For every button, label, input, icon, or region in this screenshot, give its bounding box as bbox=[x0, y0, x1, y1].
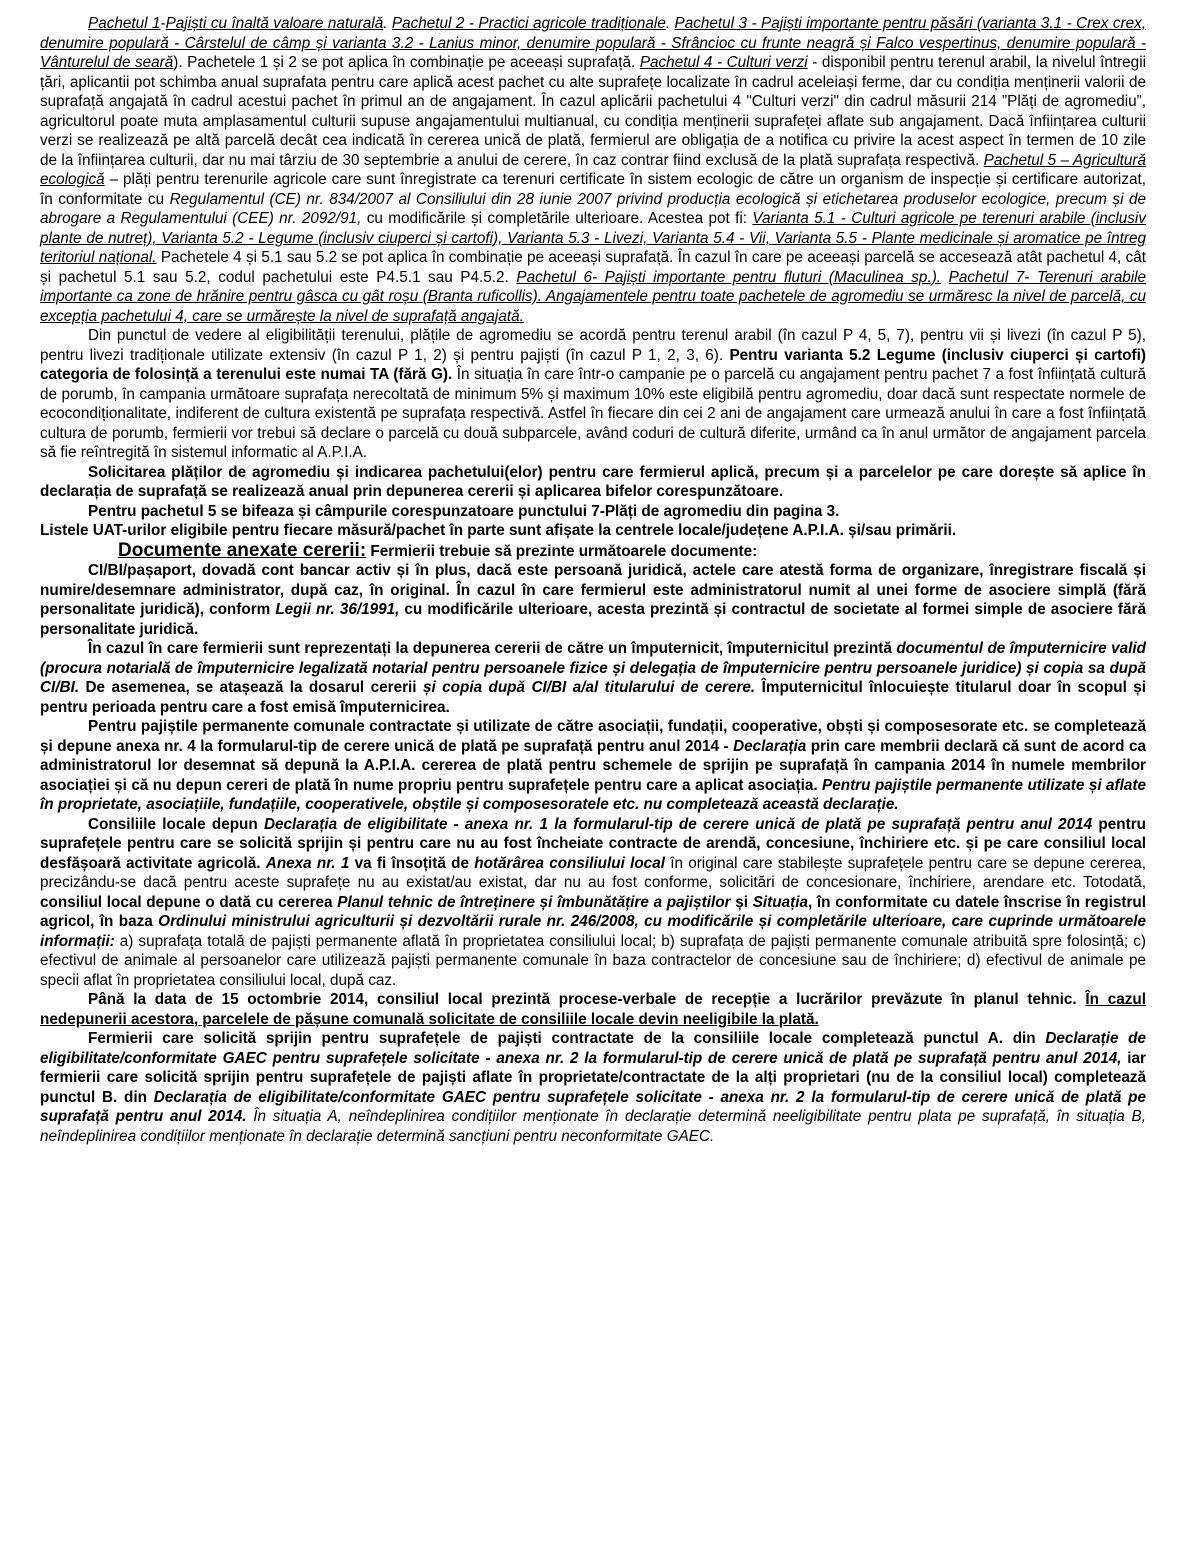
text-run: Pachetele 4 și 5.1 sau 5.2 se pot aplica în combinație pe aceeași suprafață. În cazul în care pe aceeași parcelă se accesează atât pachetul 4, cât și pachetul 5.1 sau 5.2, codul pachetului este P4.5.1 sau P4.5.2. bbox=[40, 249, 1146, 286]
agromediu-packages-section bbox=[40, 14, 1146, 541]
paragraph-eligibilitate-teren bbox=[40, 326, 1146, 463]
text-run: Listele UAT-urilor eligibile pentru fiecare măsură/pachet în parte sunt afișate la centrele locale/județene A.P.I.A. și/sau primării. bbox=[40, 522, 957, 539]
text-run: prin care membrii declară că sunt de acord ca administratorul lor desemnat să depună la A.P.I.A. cererea de plată pentru schemele de sprijin pe suprafață în campania 2014 în numele membrilor asociației și că nu depun cereri de plată în nume propriu pentru suprafețele pentru care a aplicat asociația. bbox=[40, 737, 1146, 794]
text-run: Declarația bbox=[733, 737, 807, 755]
text-run: hotărârea consiliului local bbox=[474, 854, 665, 872]
text-run: Pachetul 1 bbox=[88, 15, 161, 32]
text-run: Varianta 5.1 - Culturi agricole pe terenuri arabile (inclusiv plante de nutreț), Varianta 5.2 - Legume (inclusiv ciuperci și cartofi), Varianta 5.3 - Livezi, Varianta 5.4 - Vii, Varianta 5.5 - Plante medicinale și aromatice pe întreg teritoriul național. bbox=[40, 210, 1146, 266]
text-run: Pachetul 7- Terenuri arabile importante ca zone de hrănire pentru gâsca cu gât roșu (Branta ruficollis). Angajamentele pentru toate pachetele de agromediu se urmăresc la nivel de parcelă, cu excepția pachetului 4, care se urmărește la nivel de suprafață angajată. bbox=[40, 268, 1147, 325]
paragraph-solicitarea-platilor bbox=[40, 463, 1146, 502]
text-run: , în conformitate cu datele înscrise în registrul agricol, în baza bbox=[40, 893, 1146, 930]
text-run: Pachetul 4 - Culturi verzi bbox=[639, 54, 808, 71]
text-run: Pachetul 2 - Practici agricole tradiționale bbox=[391, 15, 666, 32]
text-run: Din punctul de vedere al eligibilității terenului, plățile de agromediu se acordă pentru terenul arabil (în cazul P 4, 5, 7), pentru vii și livezi (în cazul P 5), pentru livezi tradiționale utilizate extensiv (în cazul P 1, 2) și pentru pajiști (în cazul P 1, 2, 3, 6). bbox=[40, 327, 1146, 364]
text-run: cu modificările ulterioare, acesta prezintă și contractul de societate al formei simple de asociere fără personalitate juridică. bbox=[40, 601, 1146, 638]
text-run: Fermierii care solicită sprijin pentru suprafețele de pajiști contractate de la consiliile locale completează punctul A. din bbox=[88, 1030, 1046, 1047]
paragraph-pachete-intro bbox=[40, 14, 1146, 326]
text-run: . bbox=[665, 15, 675, 32]
paragraph-pachet-5-bifare bbox=[40, 502, 1146, 522]
text-run: - disponibil pentru terenul arabil, la nivelul întregii țări, aplicantii pot schimba anual suprafata pentru care aplică acest pachet cu alte suprafețe localizate în cadrul aceleiași ferme, dar cu condiția menținerii valorii de suprafață angajată în cadrul acestui pachet în primul an de angajament. În cazul aplicării pachetului 4 "Culturi verzi" din cadrul măsurii 214 ”Plăți de agromediu”, agricultorul poate muta amplasamentul culturii supuse angajamentului multianual, cu condiția menținerii suprafeței aflate sub angajament. Dacă înființarea culturii verzi se realizează pe altă parcelă decât cea indicată în cererea unică de plată, fermierul are obligația de a notifica cu privire la acest aspect în termen de 10 zile de la înființarea culturii, dar nu mai târziu de 30 septembrie a anului de cerere, în caz contrar fiind exclusă de la plată suprafața respectivă. bbox=[40, 54, 1146, 169]
text-run: Pentru pajiștile permanente comunale contractate și utilizate de către asociații, fundații, cooperative, obști și composesorate etc. se completează și depune anexa nr. 4 la formularul-tip de cerere unică de plată pe suprafață pentru anul 2014 - bbox=[40, 718, 1146, 755]
text-run: – plăți pentru terenurile agricole care sunt înregistrate ca terenuri certificate în sistem ecologic de către un organism de inspecție și certificare autorizat, în conformitate cu bbox=[40, 171, 1146, 208]
text-run: pentru suprafețele pentru care se solicită sprijin și pentru care nu au fost încheiate contracte de arendă, concesiune, închiriere etc. și pe care consiliul local desfășoară activitate agricolă. bbox=[40, 815, 1147, 872]
paragraph-consiliile-locale bbox=[40, 815, 1146, 991]
text-run bbox=[941, 269, 949, 286]
text-run: Pentru pachetul 5 se bifeaza și câmpurile corespunzatoare punctului 7-Plăți de agromediu din pagina 3. bbox=[88, 502, 840, 520]
text-run: Solicitarea plăților de agromediu și indicarea pachetului(elor) pentru care fermierul aplică, precum și a parcelelor pe care dorește să aplice în declarația de suprafață se realizează anual prin depunerea cererii și aplicarea bifelor corespunzătoare. bbox=[40, 463, 1146, 500]
documents-section-intro: Fermierii trebuie să prezinte următoarele documente: bbox=[366, 542, 758, 560]
text-run: - bbox=[160, 15, 166, 32]
text-run: Pentru pajiștile permanente utilizate și aflate în proprietate, asociațiile, fundațiile, cooperativele, obștile și composesoratele etc. nu completează această declarație. bbox=[40, 776, 1146, 813]
text-run: CI/BI/pașaport, dovadă cont bancar activ și în plus, dacă este persoană juridică, actele care atestă forma de organizare, înregistrare fiscală și numire/desemnare administrator, după caz, în original. În cazul în care fermierul este administratorul numit al unei forme de asociere simplă (fără personalitate juridică), conform bbox=[40, 562, 1146, 618]
paragraph-imputernicit bbox=[40, 639, 1146, 717]
text-run: iar fermierii care solicită sprijin pentru suprafețele de pajiști aflate în proprietate/contractate de la alți proprietari (nu de la consiliul local) completează punctul B. din bbox=[40, 1049, 1147, 1106]
text-run: Pentru varianta 5.2 Legume (inclusiv ciuperci și cartofi) categoria de folosință a terenului este numai TA (fără G). bbox=[40, 346, 1146, 383]
text-run: Pajiști cu înaltă valoare naturală bbox=[165, 15, 384, 32]
paragraph-ci-bi-pasaport bbox=[40, 561, 1146, 639]
text-run: documentul de împuternicire valid (procura notarială de împuternicire legalizată notarial pentru persoanele fizice și delegația de împuternicire pentru persoanele juridice) și copia sa după CI/BI. bbox=[40, 640, 1146, 696]
text-run: De asemenea, se atașează la dosarul cererii bbox=[79, 679, 423, 696]
text-run: Pachetul 3 - Pajiști importante pentru păsări (varianta 3.1 - Crex crex, denumire populară - Cârstelul de câmp și varianta 3.2 - Lanius minor, denumire populară - Sfrâncioc cu frunte neagră și Falco vespertinus, denumire populară - Vânturelul de seară bbox=[40, 15, 1147, 71]
text-run: ). Pachetele 1 și 2 se pot aplica în combinație pe aceeași suprafață. bbox=[173, 54, 640, 71]
text-run: În situația A, neîndeplinirea condițiilor menționate în declarație determină neeligibilitate pentru plata pe suprafață, în situația B, neîndeplinirea condițiilor menționate în declarație determină sancțiuni pentru neconformitate GAEC. bbox=[40, 1108, 1146, 1145]
text-run: va fi însoțită de bbox=[349, 854, 475, 872]
text-run: În cazul nedepunerii acestora, parcelele de pășune comunală solicitate de consiliile locale devin neeligibile la plată. bbox=[40, 991, 1146, 1028]
text-run: Planul tehnic de întreținere și îmbunătățire a pajiștilor bbox=[337, 893, 731, 911]
text-run: și bbox=[730, 893, 753, 911]
text-run: Consiliile locale depun bbox=[88, 815, 264, 833]
paragraph-gaec bbox=[40, 1029, 1146, 1146]
text-run: În cazul în care fermierii sunt reprezentați la depunerea cererii de către un împuternicit, împuternicitul prezintă bbox=[88, 640, 897, 657]
text-run: . bbox=[383, 15, 392, 32]
paragraph-procese-verbale bbox=[40, 990, 1146, 1029]
text-run: În situația în care într-o campanie pe o parcelă cu angajament pentru pachet 7 a fost înființată cultură de porumb, în campania următoare suprafața nerecoltată de minimum 5% și maximum 10% este eligibilă pentru agromediu, doar dacă sunt respectate normele de ecocondiționalitate, indiferent de cultura existentă pe suprafața respectivă. Astfel în fiecare din cei 2 ani de angajament care urmează anului în care a fost înființată cultura de porumb, fermierii vor trebui să declare o parcelă cu două subparcele, având coduri de cultură diferite, urmând ca în anul următor de angajament parcela să fie reîntregită în sistemul informatic al A.P.I.A. bbox=[40, 366, 1147, 461]
documents-section-title: Documente anexate cererii: bbox=[118, 539, 367, 561]
text-run: cu modificările și completările ulterioare. Acestea pot fi: bbox=[361, 210, 753, 227]
text-run: Declarația de eligibilitate/conformitate GAEC pentru suprafețele solicitate - anexa nr. 2 la formularul-tip de cerere unică de plată pe suprafață pentru anul 2014. bbox=[40, 1088, 1147, 1125]
text-run: Pachetul 6- Pajiști importante pentru fluturi (Maculinea sp.). bbox=[516, 268, 942, 286]
documents-section-heading bbox=[40, 541, 1146, 562]
text-run: Situația bbox=[752, 893, 808, 911]
text-run: Regulamentul (CE) nr. 834/2007 al Consiliului din 28 iunie 2007 privind producția ecologică și etichetarea produselor ecologice, precum și de abrogare a Regulamentului (CEE) nr. 2092/91, bbox=[40, 190, 1146, 227]
text-run: Pachetul 5 – Agricultură ecologică bbox=[40, 151, 1147, 188]
text-run: în original care stabilește suprafețele pentru care se depune cererea, precizându-se dacă pentru aceste suprafețe nu au existat/au existat, dar nu au fost conforme, solicitări de concesionare, închiriere, arendare etc. Totodată, bbox=[40, 854, 1147, 891]
text-run: Declarația de eligibilitate - anexa nr. 1 la formularul-tip de cerere unică de plată pe suprafață pentru anul 2014 bbox=[263, 815, 1093, 833]
attached-documents-section bbox=[40, 561, 1146, 1146]
text-run: Legii nr. 36/1991, bbox=[275, 601, 400, 618]
paragraph-pajisti-comunale bbox=[40, 717, 1146, 815]
text-run: Ordinului ministrului agriculturii și dezvoltării rurale nr. 246/2008, cu modificările și completările ulterioare, care cuprinde următoarele informații: bbox=[40, 913, 1146, 950]
paragraph-liste-uat bbox=[40, 521, 1146, 541]
text-run: a) suprafața totală de pajiști permanente aflată în proprietatea consiliului local; b) suprafața de pajiști permanente comunale atribuită spre folosință; c) efectivul de animale al persoanelor care utilizează pajiști permanente comunale în baza contractelor de concesiune sau de închiriere; d) efectivul de animale pe specii aflat în proprietatea consiliului local, după caz. bbox=[40, 932, 1146, 989]
text-run: Până la data de 15 octombrie 2014, consiliul local prezintă procese-verbale de recepție a lucrărilor prevăzute în planul tehnic. bbox=[88, 991, 1086, 1008]
text-run: și copia după CI/BI a/al titularului de cerere. bbox=[422, 679, 756, 696]
text-run: consiliul local depune o dată cu cererea bbox=[40, 893, 338, 911]
text-run: Anexa nr. 1 bbox=[265, 854, 350, 872]
text-run: Declarație de eligibilitate/conformitate GAEC pentru suprafețele solicitate - anexa nr. 2 la formularul-tip de cerere unică de plată pe suprafață pentru anul 2014, bbox=[40, 1030, 1147, 1067]
text-run: Împuternicitul înlocuiește titularul doar în scopul și pentru perioada pentru care a fost emisă împuternicirea. bbox=[40, 679, 1147, 716]
